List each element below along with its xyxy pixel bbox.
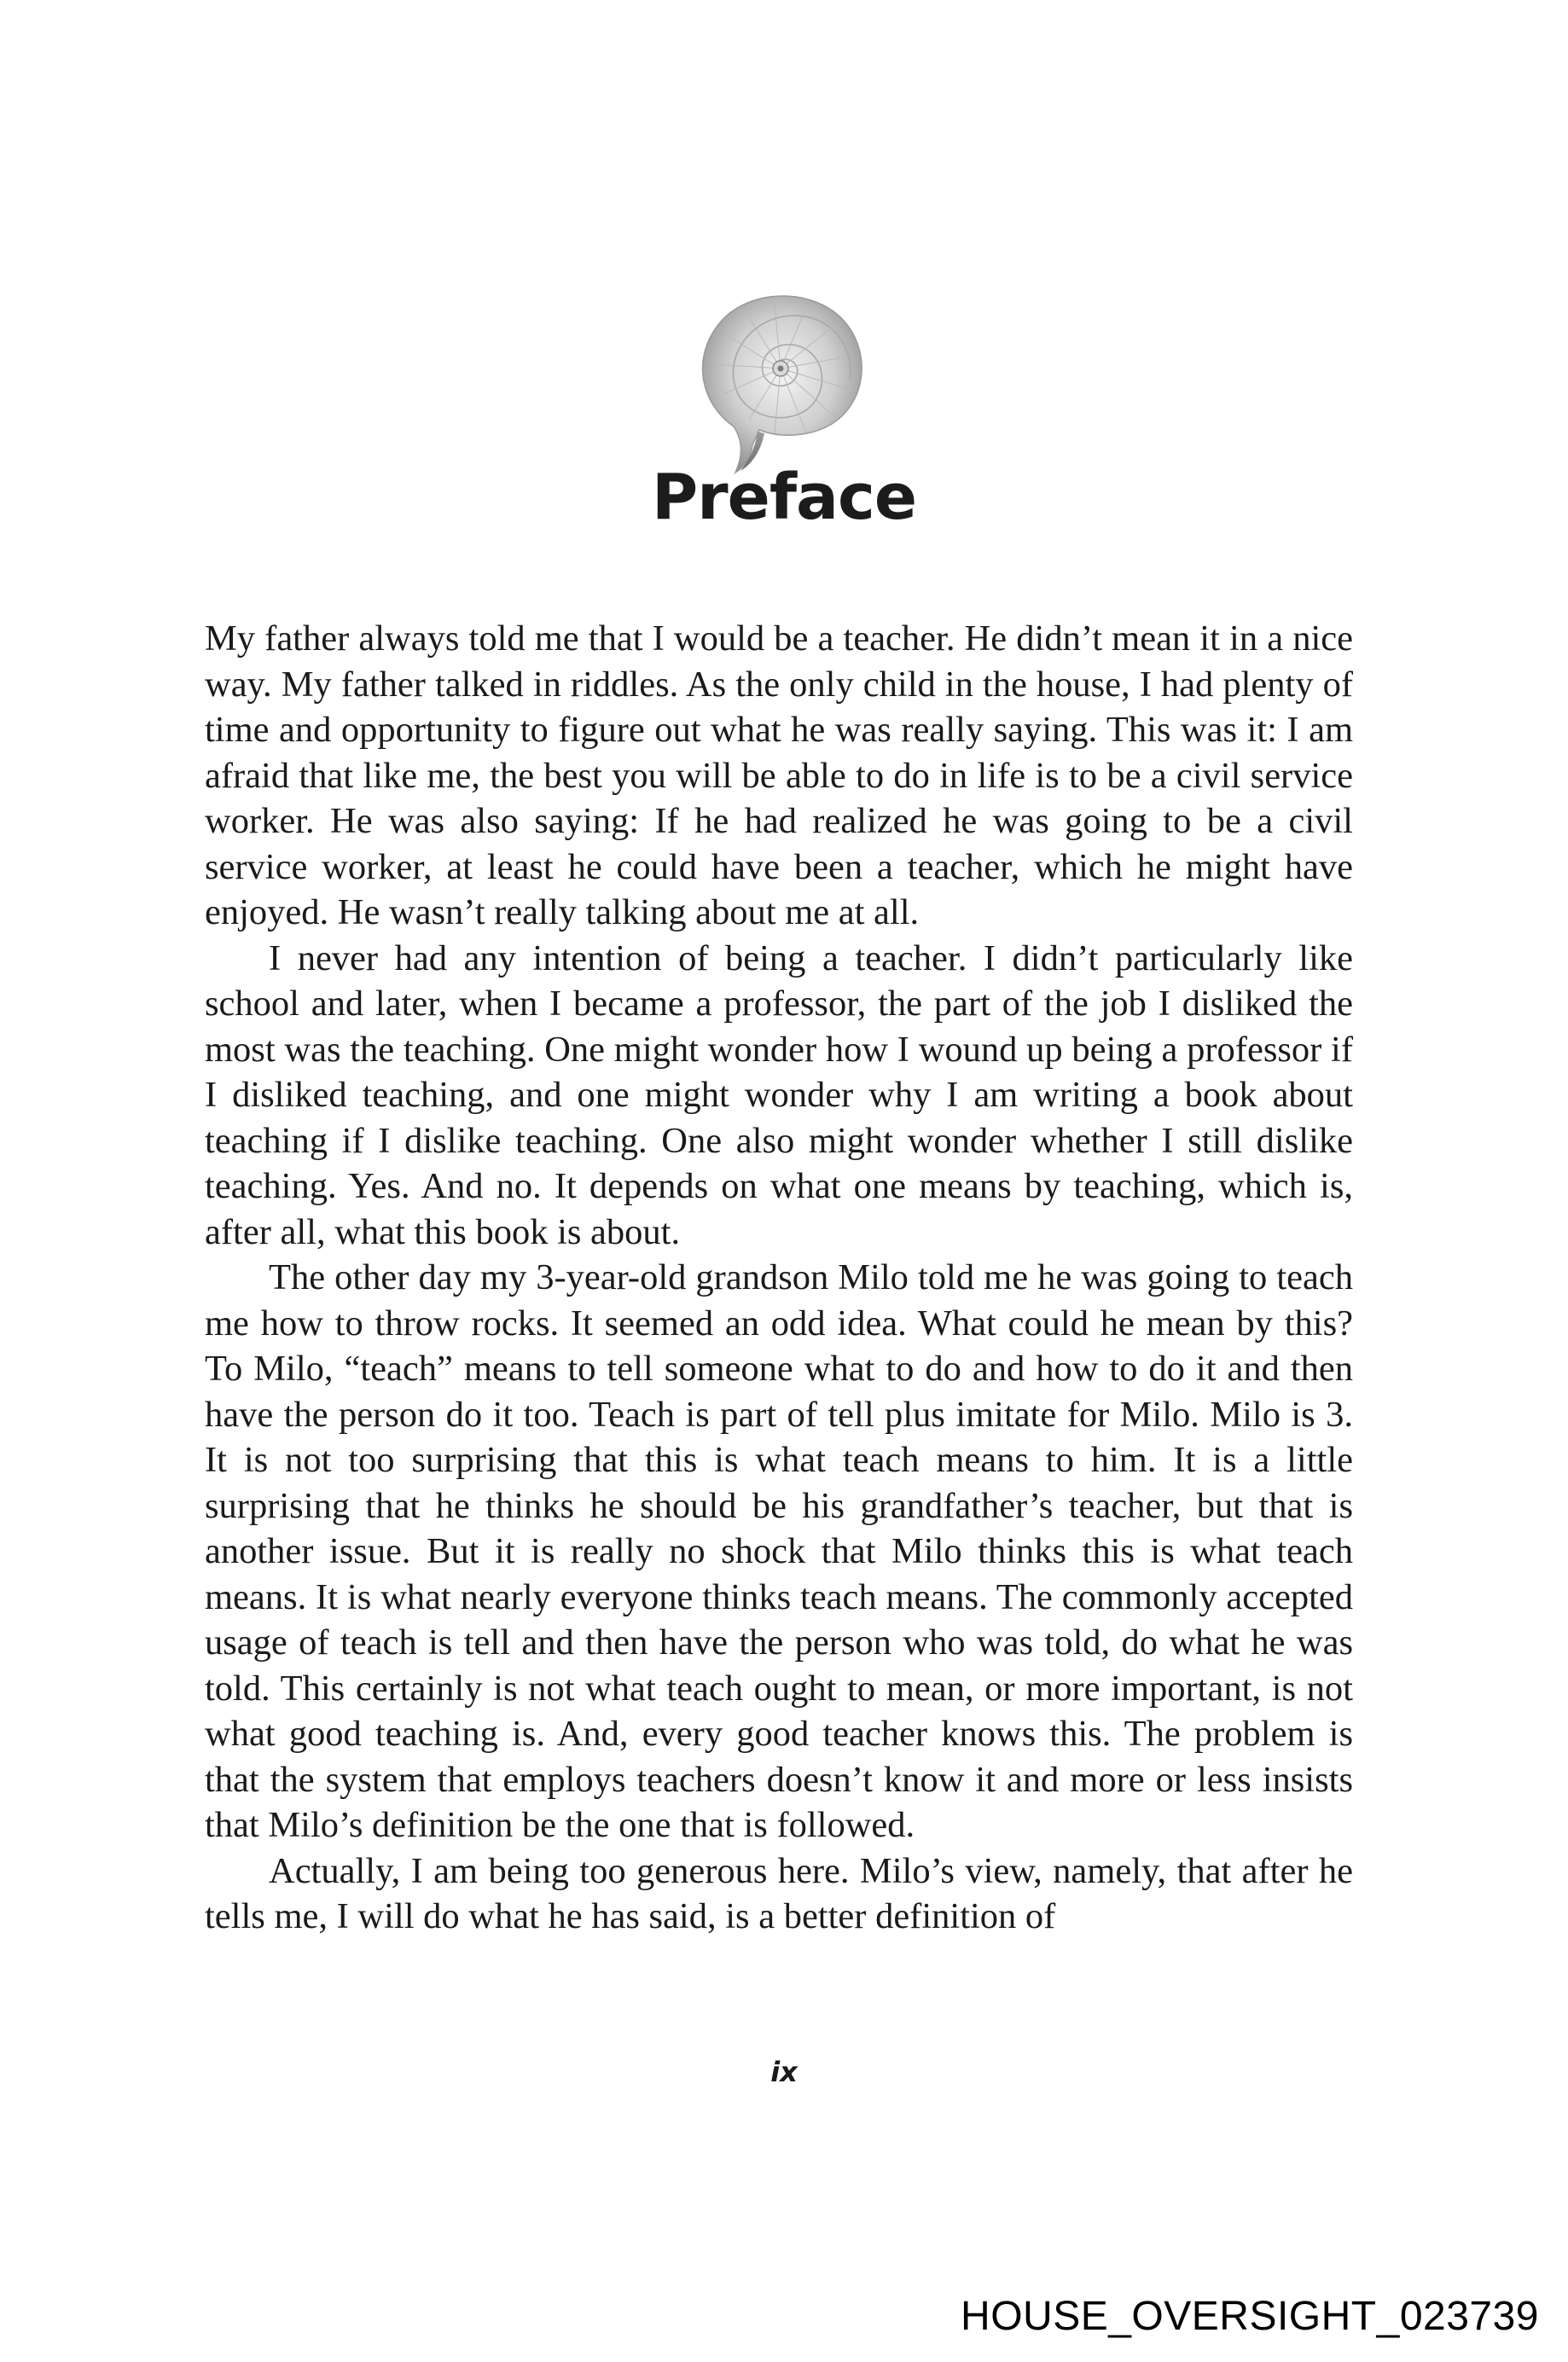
page-number: ix: [770, 2056, 798, 2088]
nautilus-shell-icon: [674, 275, 887, 488]
paragraph-2: I never had any intention of being a teacher. I didn’t particularly like school and later, when I became a professor, the part of the job I disliked the most was the teaching. One might wonder how I wound up being a professor if I disliked teaching, and one might wonder why I am writing a book about teaching if I dislike teaching. One also might wonder whether I still dislike teaching. Yes. And no. It depends on what one means by teaching, which is, after all, what this book is about.: [205, 937, 1353, 1252]
paragraph-1: My father always told me that I would be a teacher. He didn’t mean it in a nice way. My father talked in riddles. As the only child in the house, I had plenty of time and opportunity to figure out what he was really saying. This was it: I am afraid that like me, the best you will be able to do in life is to be a civil service worker. He was also saying: If he had realized he was going to be a civil service worker, at least he could have been a teacher, which he might have enjoyed. He wasn’t really talking about me at all.: [205, 618, 1353, 932]
bates-stamp: HOUSE_OVERSIGHT_023739: [961, 2294, 1539, 2339]
body-text: [205, 616, 1353, 1940]
paragraph-3: The other day my 3-year-old grandson Milo told me he was going to teach me how to throw rocks. It seemed an odd idea. What could he mean by this? To Milo, “teach” means to tell someone what to do and how to do it and then have the person do it too. Teach is part of tell plus imitate for Milo. Milo is 3. It is not too surprising that this is what teach means to him. It is a little surprising that he thinks he should be his grandfather’s teacher, but that is another issue. But it is really no shock that Milo thinks this is what teach means. It is what nearly everyone thinks teach means. The commonly accepted usage of teach is tell and then have the person who was told, do what he was told. This certainly is not what teach ought to mean, or more important, is not what good teaching is. And, every good teacher knows this. The problem is that the system that employs teachers doesn’t know it and more or less insists that Milo’s definition be the one that is followed.: [205, 1257, 1353, 1845]
paragraph-4: Actually, I am being too generous here. Milo’s view, namely, that after he tells me, I will do what he has said, is a better definition of: [205, 1850, 1353, 1936]
chapter-title: Preface: [651, 461, 917, 534]
